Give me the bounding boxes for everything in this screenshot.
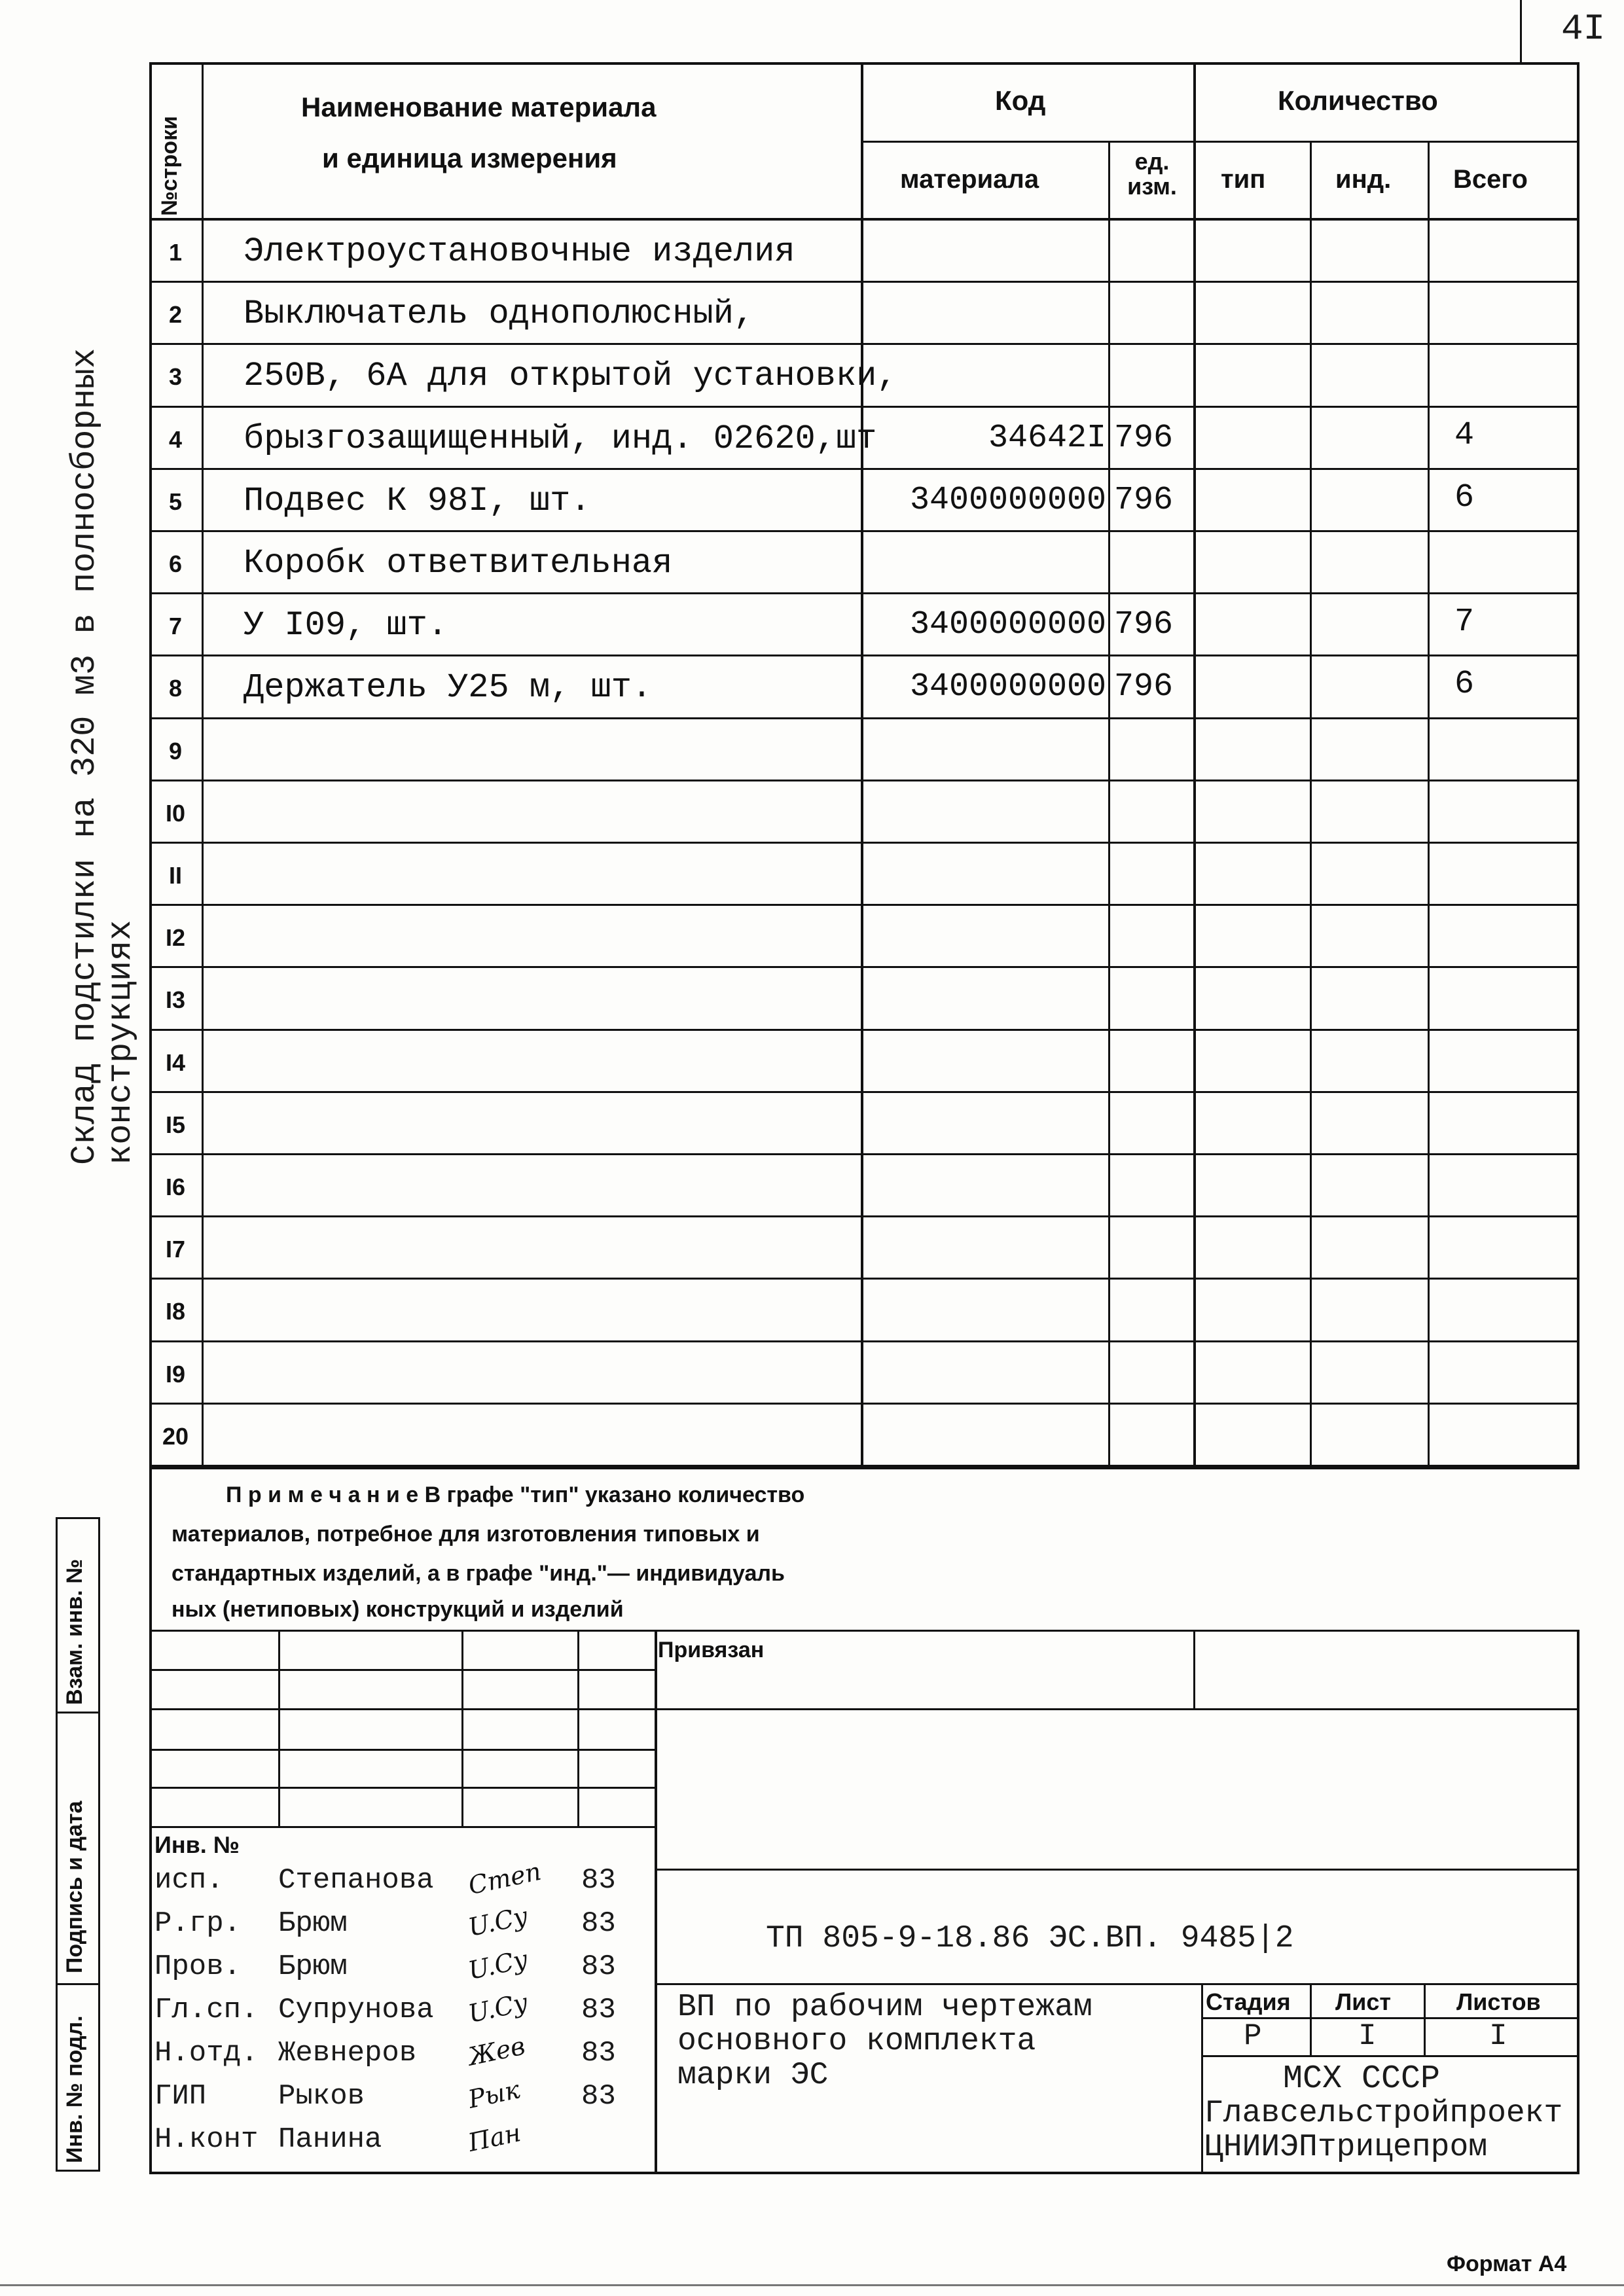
row-divider xyxy=(149,1465,1579,1467)
row-divider xyxy=(149,530,1579,532)
sheet-value: I xyxy=(1358,2019,1377,2053)
material-name: Коробк ответвительная xyxy=(244,544,673,583)
row-divider xyxy=(149,1403,1579,1405)
unit-code: 796 xyxy=(1114,668,1174,706)
header-code-material: материала xyxy=(900,165,1039,194)
header-quantity: Количество xyxy=(1278,85,1438,116)
sheet-label: Лист xyxy=(1335,1988,1392,2015)
note-line3: стандартных изделий, а в графе "инд."— индивидуаль xyxy=(171,1561,785,1586)
row-number: 3 xyxy=(168,363,183,390)
stage-label: Стадия xyxy=(1206,1988,1291,2015)
header-code-unit: ед. изм. xyxy=(1127,148,1177,200)
header-name-line2: и единица измерения xyxy=(322,143,617,173)
quantity-total: 6 xyxy=(1454,479,1475,516)
handwritten-signature: Жев xyxy=(465,2031,528,2072)
signature-year: 83 xyxy=(581,1864,616,1897)
signatory-name: Рыков xyxy=(278,2080,365,2113)
row-number: I4 xyxy=(165,1049,186,1076)
row-number: 4 xyxy=(168,426,183,453)
row-divider xyxy=(149,1278,1579,1280)
material-name: Выключатель однополюсный, xyxy=(244,295,755,333)
note-line2: материалов, потребное для изготовления типовых и xyxy=(171,1522,760,1547)
handwritten-signature: Рык xyxy=(465,2075,522,2114)
row-divider xyxy=(149,468,1579,470)
handwritten-signature: Пан xyxy=(465,2118,524,2157)
material-name: 250В, 6А для открытой установки, xyxy=(244,357,897,395)
label-vzam-inv: Взам. инв. № xyxy=(62,1558,87,1705)
material-name: У I09, шт. xyxy=(244,606,448,645)
signatory-role: исп. xyxy=(154,1864,224,1897)
material-code: 34642I xyxy=(988,420,1106,457)
bottom-edge-line xyxy=(0,2284,1624,2286)
description-line3: марки ЭС xyxy=(677,2058,829,2093)
row-number: I8 xyxy=(165,1298,186,1325)
row-divider xyxy=(149,343,1579,345)
signatory-role: Н.конт xyxy=(154,2123,259,2156)
signatory-role: ГИП xyxy=(154,2080,207,2113)
label-podpis-data: Подпись и дата xyxy=(62,1801,87,1973)
sheets-label: Листов xyxy=(1456,1988,1541,2015)
unit-code: 796 xyxy=(1114,606,1174,643)
row-number: II xyxy=(168,862,182,889)
signatory-name: Брюм xyxy=(278,1907,348,1940)
handwritten-signature: U.Cy xyxy=(465,1988,530,2028)
row-number: I5 xyxy=(165,1111,186,1138)
material-name: Подвес К 98I, шт. xyxy=(244,482,591,520)
row-number: 20 xyxy=(162,1423,189,1450)
inv-no-label: Инв. № xyxy=(154,1831,240,1858)
row-number: 1 xyxy=(168,239,183,266)
row-divider xyxy=(149,1029,1579,1031)
header-name-line1: Наименование материала xyxy=(301,92,657,122)
handwritten-signature: U.Cy xyxy=(465,1945,530,1985)
row-number: I3 xyxy=(165,986,186,1013)
note-line4: ных (нетиповых) конструкций и изделий xyxy=(171,1597,624,1622)
row-divider xyxy=(149,1091,1579,1093)
header-qty-type: тип xyxy=(1221,165,1266,194)
signatory-role: Гл.сп. xyxy=(154,1994,259,2026)
stage-value: Р xyxy=(1244,2019,1262,2053)
unit-code: 796 xyxy=(1114,420,1174,457)
row-number: 9 xyxy=(168,738,183,764)
row-number: I9 xyxy=(165,1361,186,1388)
material-name: Держатель У25 м, шт. xyxy=(244,668,653,707)
description-line1: ВП по рабочим чертежам xyxy=(677,1990,1092,2025)
signatory-name: Брюм xyxy=(278,1950,348,1983)
row-number: 6 xyxy=(168,550,183,577)
material-code: 3400000000 xyxy=(909,482,1106,519)
note-line1: П р и м е ч а н и е В графе "тип" указано количество xyxy=(226,1482,805,1507)
row-divider xyxy=(149,1153,1579,1155)
description-line2: основного комплекта xyxy=(677,2024,1036,2059)
header-row-no: №строки xyxy=(157,116,182,216)
material-code: 3400000000 xyxy=(909,606,1106,643)
side-title-line1: Склад подстилки на 320 м3 в полносборных xyxy=(65,348,104,1165)
signature-year: 83 xyxy=(581,1950,616,1983)
row-divider xyxy=(149,592,1579,594)
row-number: I2 xyxy=(165,924,186,951)
signatory-name: Панина xyxy=(278,2123,382,2156)
handwritten-signature: U.Cy xyxy=(465,1901,530,1942)
row-divider xyxy=(149,904,1579,906)
quantity-total: 7 xyxy=(1454,603,1475,641)
signatory-name: Жевнеров xyxy=(278,2037,417,2070)
format-label: Формат А4 xyxy=(1447,2251,1567,2276)
material-name: брызгозащищенный, инд. 02620,шт xyxy=(244,420,877,458)
row-divider xyxy=(149,1340,1579,1342)
signature-year: 83 xyxy=(581,2037,616,2070)
org-line3: ЦНИИЭПтрицепром xyxy=(1204,2130,1488,2165)
signature-year: 83 xyxy=(581,1994,616,2026)
row-divider xyxy=(149,717,1579,719)
signatory-role: Пров. xyxy=(154,1950,242,1983)
org-line2: Главсельстройпроект xyxy=(1204,2096,1563,2131)
signatory-name: Супрунова xyxy=(278,1994,434,2026)
org-line1: МСХ СССР xyxy=(1283,2060,1441,2098)
signatory-role: Н.отд. xyxy=(154,2037,259,2070)
quantity-total: 4 xyxy=(1454,417,1475,454)
row-number: 5 xyxy=(168,488,183,515)
unit-code: 796 xyxy=(1114,482,1174,519)
row-number: I6 xyxy=(165,1174,186,1200)
page-number: 4I xyxy=(1561,8,1606,50)
header-qty-ind: инд. xyxy=(1335,165,1392,194)
header-code: Код xyxy=(995,85,1046,116)
row-divider xyxy=(149,966,1579,968)
label-inv-podl: Инв. № подл. xyxy=(62,2015,87,2163)
row-divider xyxy=(149,281,1579,283)
row-number: 8 xyxy=(168,675,183,702)
signature-year: 83 xyxy=(581,2080,616,2113)
privyazan-label: Привязан xyxy=(658,1638,765,1662)
row-divider xyxy=(149,780,1579,781)
page-number-divider xyxy=(1520,0,1522,62)
signatory-name: Степанова xyxy=(278,1864,434,1897)
signatory-role: Р.гр. xyxy=(154,1907,242,1940)
row-number: I0 xyxy=(165,800,186,827)
handwritten-signature: Степ xyxy=(465,1856,544,1901)
row-divider xyxy=(149,1215,1579,1217)
row-number: 2 xyxy=(168,301,183,328)
row-divider xyxy=(149,406,1579,408)
header-qty-total: Всего xyxy=(1453,165,1528,194)
sheets-value: I xyxy=(1489,2019,1507,2053)
side-title-line2: конструкциях xyxy=(101,920,140,1165)
signature-year: 83 xyxy=(581,1907,616,1940)
material-name: Электроустановочные изделия xyxy=(244,232,795,271)
row-number: I7 xyxy=(165,1236,186,1263)
row-divider xyxy=(149,842,1579,844)
doc-code: ТП 805-9-18.86 ЭС.ВП. 9485|2 xyxy=(766,1921,1294,1956)
row-divider xyxy=(149,655,1579,656)
material-code: 3400000000 xyxy=(909,668,1106,706)
row-number: 7 xyxy=(168,613,183,639)
quantity-total: 6 xyxy=(1454,666,1475,703)
